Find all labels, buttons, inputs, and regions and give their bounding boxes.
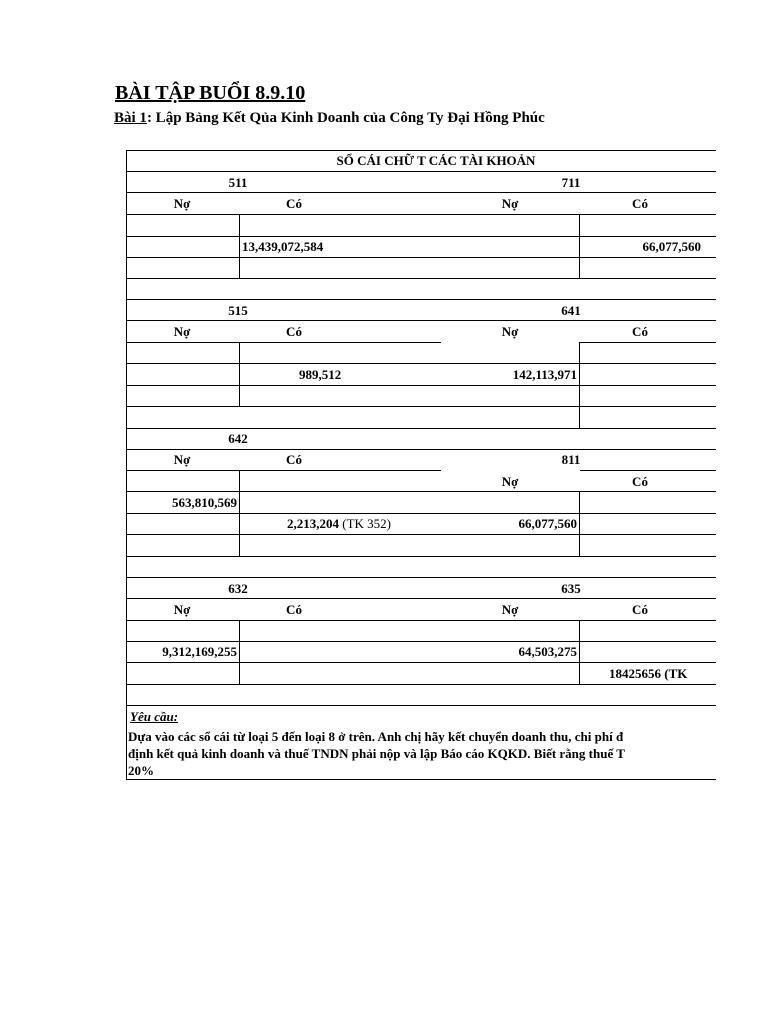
credit-label: Có [286,452,302,467]
account-632-header: 632 [228,581,248,596]
account-635-credit-value: 18425656 (TK [609,666,688,681]
debit-label: Nợ [501,602,519,617]
account-711-header: 711 [561,175,581,190]
exercise-label: Bài 1 [114,110,147,126]
account-711-credit-value: 66,077,560 [642,239,701,254]
account-511-header: 511 [228,175,248,190]
account-641-debit-value: 142,113,971 [512,367,577,382]
debit-label: Nợ [173,602,191,617]
requirement-text [128,728,625,779]
debit-label: Nợ [501,324,519,339]
credit-label: Có [632,196,648,211]
account-642-debit-value: 563,810,569 [172,495,237,510]
credit-label: Có [632,602,648,617]
page-title: BÀI TẬP BUỔI 8.9.10 [115,82,306,104]
requirement-line: 20% [128,763,154,778]
account-635-debit-value: 64,503,275 [518,644,577,659]
account-635-header: 635 [561,581,581,596]
account-515-credit-value: 989,512 [299,367,342,382]
requirement-label: Yêu cầu: [130,709,179,724]
credit-label: Có [286,196,302,211]
account-811-header: 811 [561,452,581,467]
account-511-credit-value: 13,439,072,584 [242,239,324,254]
debit-label: Nợ [173,452,191,467]
exercise-description: : Lập Bảng Kết Qủa Kinh Doanh của Công Ty Đại Hồng Phúc [146,110,545,126]
account-811-debit-value: 66,077,560 [518,516,577,531]
credit-label: Có [632,474,648,489]
exercise-subtitle [114,110,545,127]
account-642-credit-value: 2,213,204 (TK 352) [287,516,391,531]
account-642-credit-note: (TK 352) [339,516,391,531]
debit-label: Nợ [173,196,191,211]
credit-label: Có [632,324,648,339]
ledger-title: SỔ CÁI CHỮ T CÁC TÀI KHOẢN [336,153,536,168]
requirement-line: Dựa vào các sổ cái từ loại 5 đến loại 8 ở trên. Anh chị hãy kết chuyển doanh thu, chi phí đ [128,729,624,744]
debit-label: Nợ [501,196,519,211]
credit-label: Có [286,324,302,339]
credit-label: Có [286,602,302,617]
debit-label: Nợ [501,474,519,489]
debit-label: Nợ [173,324,191,339]
account-641-header: 641 [561,303,581,318]
account-515-header: 515 [228,303,248,318]
account-642-header: 642 [228,431,248,446]
account-632-debit-value: 9,312,169,255 [162,644,237,659]
requirement-line: định kết quả kinh doanh và thuế TNDN phải nộp và lập Báo cáo KQKD. Biết rằng thuế T [128,746,625,761]
t-account-ledger-table [126,150,716,780]
